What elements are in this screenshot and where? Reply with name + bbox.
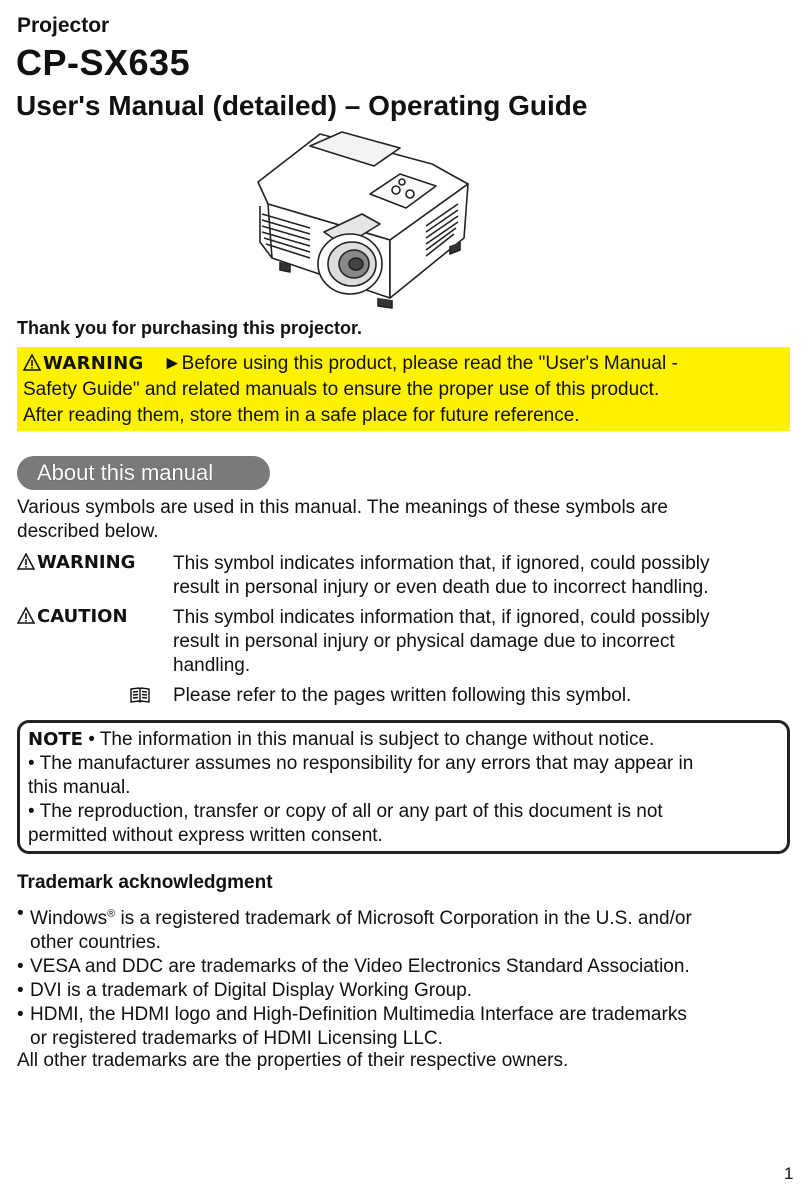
intro-line-2: described below.	[17, 521, 159, 542]
intro-line-1: Various symbols are used in this manual. The meanings of these symbols are	[17, 497, 668, 518]
list-item: • VESA and DDC are trademarks of the Video Electronics Standard Association.	[17, 955, 792, 979]
warning-line-2: Safety Guide" and related manuals to ensure the proper use of this product.	[23, 379, 660, 400]
arrow-icon: ►	[162, 353, 182, 374]
safety-warning-box	[17, 347, 790, 431]
symbol-warning-description: This symbol indicates information that, if ignored, could possibly result in personal injury or even death due to incorrect handling.	[173, 553, 710, 598]
model-name: CP-SX635	[16, 42, 191, 83]
warning-triangle-icon	[23, 354, 41, 371]
warning-line-3: After reading them, store them in a safe place for future reference.	[23, 405, 580, 426]
list-item: • DVI is a trademark of Digital Display Working Group.	[17, 979, 792, 1003]
trademark-footer: All other trademarks are the properties of their respective owners.	[17, 1050, 569, 1071]
page-number: 1	[784, 1164, 794, 1183]
thank-you-text: Thank you for purchasing this projector.	[17, 318, 363, 338]
list-item: • Windows® is a registered trademark of Microsoft Corporation in the U.S. and/or other countries.	[17, 902, 792, 955]
projector-illustration	[250, 122, 475, 312]
symbol-warning-label: WARNING	[17, 552, 135, 573]
symbol-caution-description: This symbol indicates information that, if ignored, could possibly result in personal injury or physical damage due to incorrect handling.	[173, 607, 710, 676]
trademark-heading: Trademark acknowledgment	[17, 872, 273, 893]
section-heading: About this manual	[17, 456, 270, 490]
document-title: User's Manual (detailed) – Operating Guide	[16, 90, 588, 121]
symbol-reference-description: Please refer to the pages written following this symbol.	[173, 685, 632, 706]
warning-triangle-icon	[17, 553, 35, 570]
note-line-1: • The information in this manual is subject to change without notice.	[82, 729, 655, 750]
note-label: NOTE	[28, 729, 83, 750]
intro-paragraph	[17, 496, 787, 544]
caution-triangle-icon	[17, 607, 35, 624]
note-line-2: • The manufacturer assumes no responsibility for any errors that may appear in	[28, 753, 694, 774]
trademark-list	[17, 902, 792, 1051]
symbol-caution-label: CAUTION	[17, 606, 128, 627]
warning-line-1: Before using this product, please read the "User's Manual -	[181, 353, 678, 374]
note-box	[17, 720, 790, 854]
note-line-5: permitted without express written consent.	[28, 825, 383, 846]
book-icon	[130, 686, 150, 704]
product-category: Projector	[17, 14, 110, 37]
list-item: • HDMI, the HDMI logo and High-Definition Multimedia Interface are trademarks or registered trademarks of HDMI Licensing LLC.	[17, 1003, 792, 1051]
note-line-3: this manual.	[28, 777, 131, 798]
note-line-4: • The reproduction, transfer or copy of all or any part of this document is not	[28, 801, 663, 822]
warning-label: WARNING	[43, 353, 144, 374]
